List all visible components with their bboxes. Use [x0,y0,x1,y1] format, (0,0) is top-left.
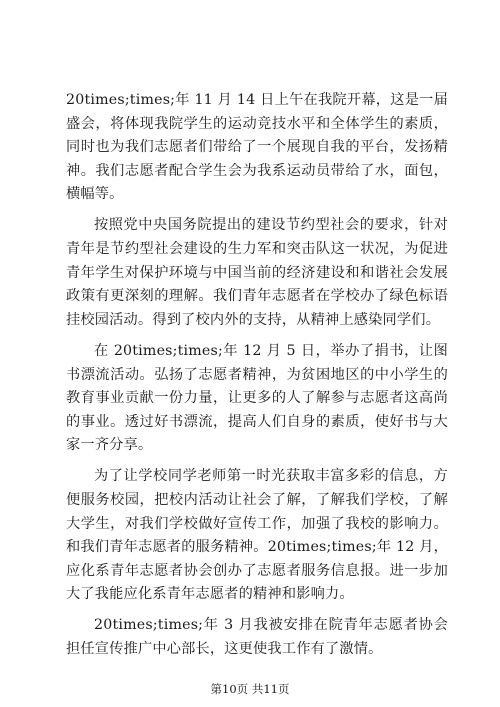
paragraph-5: 20times;times;年 3 月我被安排在院青年志愿者协会担任宣传推广中心部长，这更使我工作有了激情。 [66,617,448,658]
paragraph-3: 在 20times;times;年 12 月 5 日，举办了捐书，让图书漂流活动。弘扬了志愿者精神，为贫困地区的中小学生的教育事业贡献一份力量，让更多的人了解参与志愿者这高尚的事业。透过好书漂流，提高人们自身的素质，使好书与大家一齐分享。 [66,342,448,454]
paragraph-4: 为了让学校同学老师第一时光获取丰富多彩的信息，方便服务校园，把校内活动让社会了解，了解我们学校，了解大学生，对我们学校做好宣传工作，加强了我校的影响力。和我们青年志愿者的服务精神。20times;times;年 12 月，应化系青年志愿者协会创办了志愿者服务信息报。进一步加大了我能应化系青年志愿者的精神和影响力。 [66,468,448,603]
paragraph-1: 20times;times;年 11 月 14 日上午在我院开幕，这是一届盛会，将体现我院学生的运动竞技水平和全体学生的素质，同时也为我们志愿者们带给了一个展现自我的平台，发扬精神。我们志愿者配合学生会为我系运动员带给了水，面包，横幅等。 [66,92,448,203]
page-number-footer: 第10页 共11页 [210,682,290,696]
document-body [66,89,448,669]
paragraph-2: 按照党中央国务院提出的建设节约型社会的要求，针对青年是节约型社会建设的生力军和突击队这一状况，为促进青年学生对保护环境与中国当前的经济建设和和谐社会发展政策有更深刻的理解。我们青年志愿者在学校办了绿色标语挂校园活动。得到了校内外的支持，从精神上感染同学们。 [66,217,448,328]
